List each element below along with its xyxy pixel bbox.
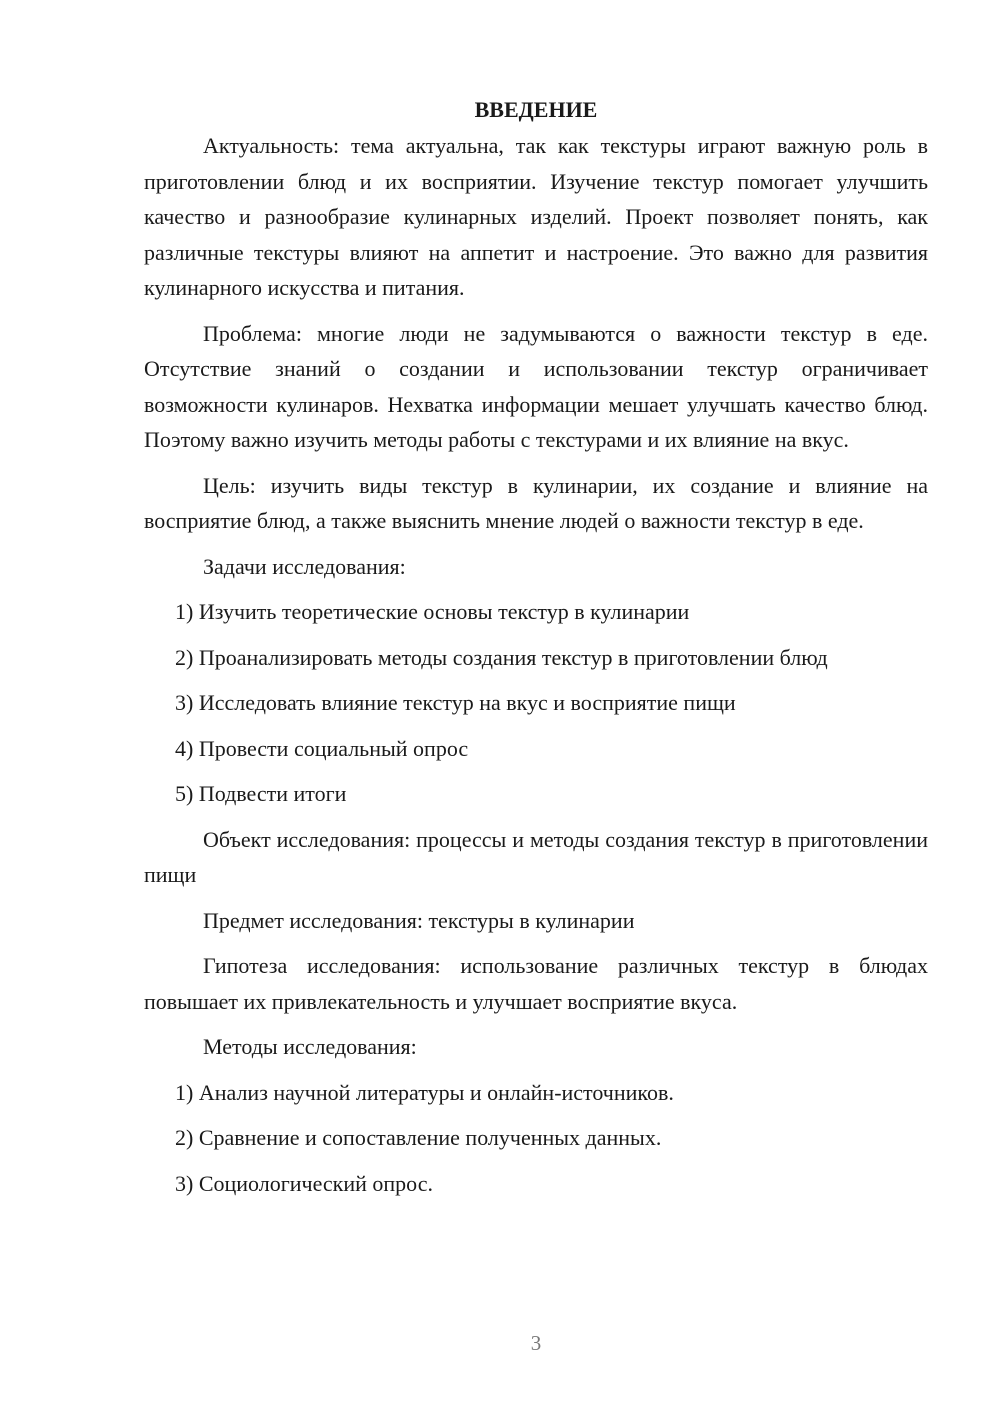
methods-heading: Методы исследования: (203, 1034, 417, 1059)
list-item: 1) Изучить теоретические основы текстур в кулинарии (175, 599, 690, 624)
document-page (144, 92, 928, 1211)
paragraph-goal: Цель: изучить виды текстур в кулинарии, их создание и влияние на восприятие блюд, а также выяснить мнение людей о важности текстур в еде. (144, 472, 928, 533)
methods-list (144, 1075, 928, 1202)
paragraph-object: Объект исследования: процессы и методы создания текстур в приготовлении пищи (144, 826, 928, 887)
list-item: 1) Анализ научной литературы и онлайн-источников. (175, 1079, 674, 1105)
paragraph-relevance: Актуальность: тема актуальна, так как текстуры играют важную роль в приготовлении блюд и их восприятии. Изучение текстур помогает улучшить качество и разнообразие кулинарных изделий. Проект позволяет понять, как различные текстуры влияют на аппетит и настроение. Это важно для развития кулинарного искусства и питания. (144, 133, 928, 300)
paragraph-subject: Предмет исследования: текстуры в кулинарии (203, 907, 635, 933)
paragraph-hypothesis: Гипотеза исследования: использование различных текстур в блюдах повышает их привлекательность и улучшает восприятие вкуса. (144, 953, 928, 1014)
tasks-heading: Задачи исследования: (203, 553, 406, 579)
page-number: 3 (530, 1331, 542, 1355)
list-item: 2) Сравнение и сопоставление полученных данных. (175, 1125, 662, 1150)
list-item: 3) Исследовать влияние текстур на вкус и восприятие пищи (175, 690, 736, 715)
tasks-list (144, 594, 928, 812)
list-item: 4) Провести социальный опрос (175, 735, 469, 761)
list-item: 5) Подвести итоги (175, 781, 347, 806)
list-item: 2) Проанализировать методы создания текстур в приготовлении блюд (175, 644, 828, 670)
paragraph-problem: Проблема: многие люди не задумываются о важности текстур в еде. Отсутствие знаний о создании и использовании текстур ограничивает возможности кулинаров. Нехватка информации мешает улучшать качество блюд. Поэтому важно изучить методы работы с текстурами и их влияние на вкус. (144, 320, 928, 452)
section-title: ВВЕДЕНИЕ (474, 97, 598, 122)
list-item: 3) Социологический опрос. (175, 1170, 433, 1196)
